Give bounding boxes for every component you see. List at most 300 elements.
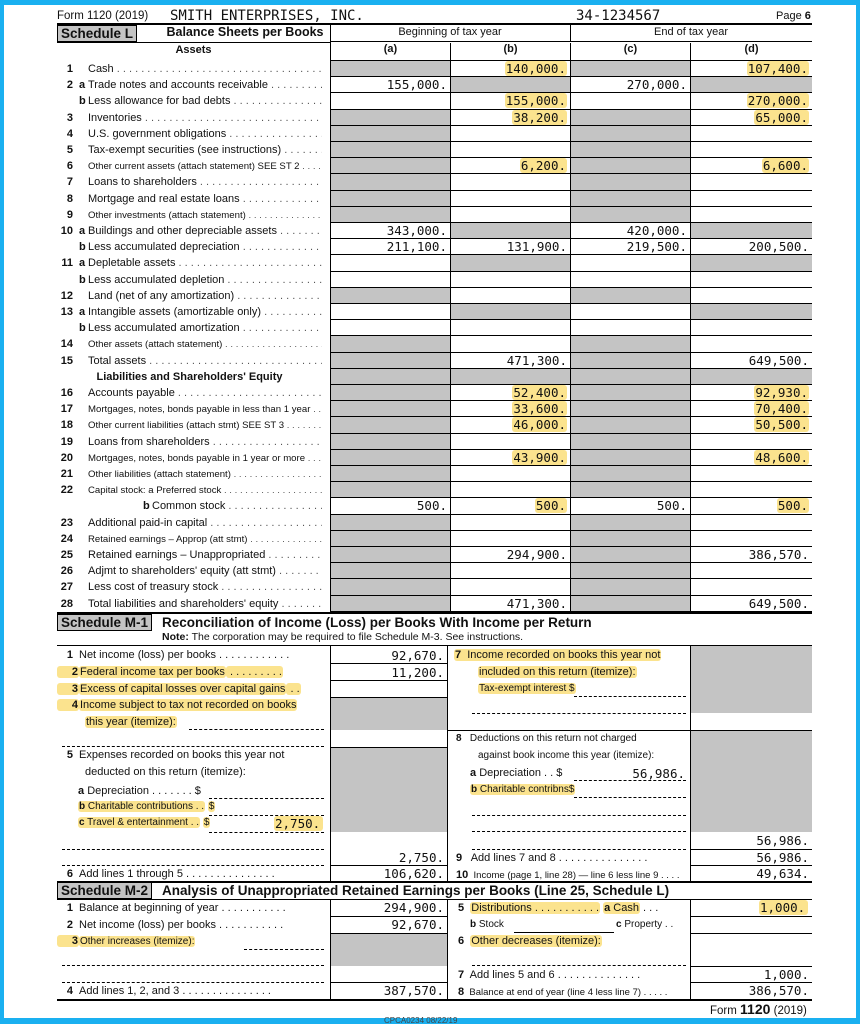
line-text: Less cost of treasury stock . . . — [88, 581, 322, 593]
cell-col-a — [330, 563, 450, 579]
cell-col-c — [570, 531, 690, 547]
label: Net income (loss) per books — [79, 919, 216, 931]
cell-col-c — [570, 320, 690, 336]
m1-note — [162, 631, 523, 643]
cell-col-c — [570, 110, 690, 126]
stock-label: Stock — [478, 919, 504, 930]
cell-col-b — [450, 207, 570, 223]
schedule-l-title: Balance Sheets per Books — [166, 25, 324, 39]
line-number: 22 — [60, 484, 73, 497]
cell-col-c — [570, 223, 690, 239]
amount: 155,000. — [505, 93, 566, 109]
cell-col-b — [450, 417, 570, 433]
cell-col-d — [690, 336, 812, 352]
cell-col-a — [330, 272, 450, 288]
line-letter: b — [79, 273, 86, 286]
cell-col-a — [330, 320, 450, 336]
schedule-l-row-label — [57, 110, 322, 126]
m1-line-4-cont — [85, 716, 177, 728]
amount: 38,200. — [513, 109, 566, 125]
label: Excess of capital losses over capital gains — [80, 683, 286, 695]
page-label: Page — [776, 10, 802, 22]
label: Income recorded on books this year not — [467, 649, 661, 661]
label: Add lines 5 and 6 — [469, 969, 555, 981]
cell-col-b — [450, 482, 570, 498]
schedule-l-row-label — [57, 547, 322, 563]
m1-value-9: 56,986. — [756, 850, 809, 865]
cell-col-d — [690, 304, 812, 320]
schedule-l-row-label — [57, 353, 322, 369]
cell-col-a — [330, 482, 450, 498]
cell-col-c — [570, 336, 690, 352]
schedule-l-row-label — [57, 596, 322, 612]
schedule-l-row-label — [57, 174, 322, 190]
amount: 43,900. — [513, 449, 566, 465]
label: this year (itemize): — [86, 716, 176, 728]
cell-col-c — [570, 515, 690, 531]
cell-col-b — [450, 158, 570, 174]
line-number: 12 — [60, 289, 73, 302]
m2-line-5c: c Property . . — [616, 919, 674, 930]
dollar-sign: $ — [208, 801, 215, 812]
cell-col-d — [690, 531, 812, 547]
line-text: Loans to shareholders . . . — [88, 176, 322, 188]
line-number: 23 — [60, 516, 73, 529]
cell-col-b — [450, 547, 570, 563]
line-text: Accounts payable . . . — [88, 387, 322, 399]
cell-col-d — [690, 255, 812, 271]
cell-col-b — [450, 466, 570, 482]
cash-label: Cash — [613, 902, 639, 914]
amount: 46,000. — [513, 417, 566, 433]
form-id: Form 1120 (2019) — [57, 10, 149, 22]
m1-line-8: 8 Deductions on this return not charged — [456, 733, 637, 744]
amount: 343,000. — [386, 223, 447, 238]
line-letter: a — [79, 306, 86, 318]
amount: 471,300. — [506, 352, 567, 368]
cell-col-c — [570, 142, 690, 158]
cell-col-a — [330, 579, 450, 595]
line-number: 26 — [60, 565, 73, 578]
line-number: 15 — [60, 354, 73, 367]
footer-form — [710, 1001, 807, 1017]
schedule-l-row-label — [57, 401, 322, 417]
cell-col-a — [330, 450, 450, 466]
amount: 386,570. — [748, 547, 809, 562]
cell-col-d — [690, 174, 812, 190]
amount: 33,600. — [513, 401, 566, 417]
cell-col-c — [570, 385, 690, 401]
amount: 649,500. — [748, 595, 809, 611]
line-text: Liabilities and Shareholders' Equity — [96, 370, 283, 383]
form-word: Form — [710, 1005, 737, 1017]
schedule-m1-badge: Schedule M-1 — [57, 614, 152, 631]
m1-value-6: 106,620. — [383, 866, 444, 881]
schedule-l-row-label — [57, 336, 322, 352]
cell-col-c — [570, 304, 690, 320]
cell-col-b — [450, 498, 570, 514]
line-text: Common stock . . . — [152, 500, 322, 512]
m2-line-3: 3 Other increases (itemize): — [57, 935, 195, 947]
label: Add lines 1 through 5 — [79, 868, 183, 880]
cell-col-b — [450, 304, 570, 320]
cell-col-a — [330, 61, 450, 77]
line-number: 16 — [60, 387, 73, 399]
cell-col-b — [450, 385, 570, 401]
amount: 50,500. — [755, 417, 808, 433]
cell-col-c — [570, 401, 690, 417]
cell-col-a — [330, 401, 450, 417]
cell-col-d — [690, 596, 812, 612]
schedule-l-row-label — [57, 126, 322, 142]
cell-col-a — [330, 547, 450, 563]
cell-col-c — [570, 417, 690, 433]
label: Other decreases (itemize): — [471, 935, 601, 947]
assets-heading: Assets — [175, 44, 212, 56]
cell-col-d — [690, 498, 812, 514]
cell-col-c — [570, 272, 690, 288]
cell-col-a — [330, 531, 450, 547]
amount: 6,200. — [520, 158, 566, 174]
line-text: Additional paid-in capital . . . — [88, 517, 322, 529]
m2-value-2: 92,670. — [391, 917, 444, 932]
schedule-l-row-label — [57, 223, 322, 239]
cell-col-d — [690, 401, 812, 417]
cell-col-c — [570, 596, 690, 612]
cell-col-a — [330, 353, 450, 369]
cell-col-d — [690, 547, 812, 563]
cell-col-c — [570, 482, 690, 498]
line-text: Other liabilities (attach statement) . . . — [88, 469, 322, 480]
cell-col-c — [570, 498, 690, 514]
m2-line-4: 4 Add lines 1, 2, and 3 . . . . . . . . . . . . . . . — [66, 985, 271, 997]
cell-col-c — [570, 434, 690, 450]
cell-col-b — [450, 369, 570, 385]
amount: 107,400. — [747, 61, 808, 76]
m2-value-5: 1,000. — [759, 900, 808, 915]
ein: 34-1234567 — [576, 8, 661, 24]
label: Expenses recorded on books this year not — [79, 749, 285, 761]
label: Deductions on this return not charged — [469, 733, 637, 744]
cell-col-c — [570, 579, 690, 595]
m1-line-2: 2 Federal income tax per books . . . . . . . . . — [57, 666, 283, 678]
label: Add lines 1, 2, and 3 — [79, 985, 180, 997]
schedule-l-row-label — [57, 579, 322, 595]
schedule-l-row-label — [57, 515, 322, 531]
line-number: 21 — [60, 468, 73, 480]
line-number: 7 — [66, 176, 73, 189]
line-text: Total liabilities and shareholders' equity . . . — [88, 598, 322, 610]
label: Income subject to tax not recorded on books — [80, 699, 297, 711]
cell-col-a — [330, 498, 450, 514]
cell-col-c — [570, 547, 690, 563]
label: Balance at beginning of year — [79, 902, 219, 914]
cell-col-b — [450, 531, 570, 547]
line-text: Less accumulated depletion . . . — [88, 274, 322, 286]
m1-line-7: 7 Income recorded on books this year not — [455, 649, 661, 661]
cell-col-d — [690, 434, 812, 450]
amount: 52,400. — [513, 385, 566, 400]
cell-col-c — [570, 450, 690, 466]
schedule-l-row-label — [57, 288, 322, 304]
line-number: 19 — [60, 435, 73, 448]
schedule-m2-badge: Schedule M-2 — [57, 882, 152, 899]
line-letter: a — [79, 79, 86, 92]
schedule-l-row-label — [57, 482, 322, 498]
line-number: 25 — [60, 549, 73, 561]
label: Add lines 7 and 8 — [470, 852, 556, 864]
cell-col-b — [450, 401, 570, 417]
amount: 219,500. — [626, 239, 687, 255]
m2-value-7: 1,000. — [763, 967, 809, 982]
line-number: 27 — [60, 581, 73, 594]
cell-col-c — [570, 158, 690, 174]
label: Distributions — [471, 902, 532, 914]
cell-col-b — [450, 563, 570, 579]
cell-col-c — [570, 126, 690, 142]
cell-col-a — [330, 304, 450, 320]
m2-line-2: 2 Net income (loss) per books . . . . . . . . . . . — [66, 919, 284, 931]
m1-line-5-cont: deducted on this return (itemize): — [85, 766, 246, 778]
line-number: 14 — [60, 338, 73, 351]
line-letter: a — [79, 257, 86, 270]
schedule-l-badge: Schedule L — [57, 25, 137, 42]
company-name: SMITH ENTERPRISES, INC. — [170, 8, 364, 24]
m1-line-5c: c Travel & entertainment . . $ — [79, 817, 210, 828]
cell-col-d — [690, 579, 812, 595]
line-text: Total assets . . . — [88, 355, 322, 367]
m1-value-8a: 56,986. — [632, 766, 685, 781]
page-num: 6 — [804, 10, 811, 22]
cell-col-d — [690, 191, 812, 207]
m1-value-5c: 2,750. — [274, 816, 323, 831]
cell-col-d — [690, 142, 812, 158]
cell-col-d — [690, 482, 812, 498]
amount: 200,500. — [748, 239, 809, 255]
line-letter: b — [79, 95, 86, 108]
m2-line-5b: b Stock — [470, 919, 504, 930]
label: Travel & entertainment — [87, 817, 188, 828]
page-number — [776, 10, 811, 22]
cell-col-c — [570, 563, 690, 579]
schedule-l-row-label — [57, 93, 322, 109]
m1-line-7-cont — [478, 666, 637, 678]
cell-col-a — [330, 369, 450, 385]
schedule-l-row-label — [57, 304, 322, 320]
line-text: Land (net of any amortization) . . . — [88, 290, 322, 302]
schedule-l-row-label — [57, 417, 322, 433]
cell-col-b — [450, 255, 570, 271]
line-text: Cash . . . — [88, 63, 322, 75]
schedule-l-row-label — [57, 320, 322, 336]
amount: 471,300. — [506, 595, 567, 611]
dollar-sign: $ — [203, 817, 210, 828]
cell-col-b — [450, 336, 570, 352]
line-number: 4 — [66, 127, 73, 140]
schedule-l-row-label — [57, 563, 322, 579]
line-text: Other assets (attach statement) . . . — [88, 339, 322, 350]
cell-col-d — [690, 320, 812, 336]
cell-col-a — [330, 417, 450, 433]
cell-col-d — [690, 515, 812, 531]
amount: 500. — [535, 498, 566, 514]
cell-col-d — [690, 207, 812, 223]
cell-col-a — [330, 434, 450, 450]
m1-line-8a: a Depreciation . . $ — [470, 767, 563, 779]
cell-col-c — [570, 207, 690, 223]
cell-col-d — [690, 110, 812, 126]
amount: 270,000. — [747, 93, 808, 109]
line-text: Buildings and other depreciable assets . . . — [88, 225, 322, 237]
line-letter: b — [79, 241, 86, 254]
cell-col-d — [690, 239, 812, 255]
amount: 155,000. — [386, 77, 447, 93]
m1-value-1: 92,670. — [391, 648, 444, 663]
m1-line-4: 4 Income subject to tax not recorded on books — [57, 699, 297, 711]
line-number: 6 — [66, 160, 73, 173]
line-text: Less accumulated amortization . . . — [88, 322, 322, 334]
line-number: 13 — [60, 306, 73, 318]
schedule-l-row-label — [57, 61, 322, 77]
cell-col-a — [330, 191, 450, 207]
form-year: (2019) — [773, 1005, 807, 1017]
schedule-l-row-label — [57, 272, 322, 288]
cell-col-c — [570, 61, 690, 77]
cell-col-c — [570, 239, 690, 255]
cell-col-c — [570, 255, 690, 271]
cell-col-d — [690, 158, 812, 174]
line-text: Retained earnings – Approp (att stmt) . . . — [88, 534, 322, 545]
cell-col-a — [330, 126, 450, 142]
line-text: Less allowance for bad debts . . . — [88, 95, 322, 107]
label: Other increases (itemize): — [80, 936, 195, 947]
label: Net income (loss) per books — [79, 649, 216, 661]
note-label: Note: — [162, 631, 189, 643]
cell-col-c — [570, 174, 690, 190]
dollar-sign: $ — [569, 683, 575, 694]
line-text: Retained earnings – Unappropriated . . . — [88, 549, 322, 561]
schedule-l-row-label — [57, 142, 322, 158]
schedule-l-row-label — [57, 158, 322, 174]
line-number: 24 — [60, 532, 73, 545]
cell-col-b — [450, 126, 570, 142]
m2-line-1: 1 Balance at beginning of year . . . . . . . . . . . — [66, 902, 286, 914]
line-number: 10 — [60, 225, 73, 237]
amount: 500. — [656, 498, 687, 514]
cell-col-d — [690, 353, 812, 369]
line-text: Mortgages, notes, bonds payable in less than 1 year . . . — [88, 404, 322, 415]
m1-line-1: 1 Net income (loss) per books . . . . . . . . . . . . — [66, 649, 290, 661]
cell-col-c — [570, 93, 690, 109]
amount: 420,000. — [626, 223, 687, 238]
schedule-l-row-label — [57, 369, 322, 385]
cell-col-d — [690, 93, 812, 109]
line-number: 5 — [66, 144, 73, 156]
line-text: Less accumulated depreciation . . . — [88, 241, 322, 253]
schedule-l-row-label — [57, 498, 322, 514]
m1-line-9: 9 Add lines 7 and 8 . . . . . . . . . . . . . . . — [456, 852, 648, 864]
line-number: 1 — [66, 63, 73, 75]
cell-col-a — [330, 110, 450, 126]
schedule-l-row-label — [57, 255, 322, 271]
cell-col-b — [450, 239, 570, 255]
schedule-l-row-label — [57, 77, 322, 93]
schedule-l-row-label — [57, 466, 322, 482]
m2-line-7: 7 Add lines 5 and 6 . . . . . . . . . . . . . . — [458, 969, 641, 981]
cell-col-b — [450, 320, 570, 336]
cell-col-a — [330, 207, 450, 223]
line-text: Tax-exempt securities (see instructions) . . . — [88, 144, 322, 156]
line-text: Other current assets (attach statement) SEE ST 2 . . . — [88, 161, 322, 172]
cell-col-a — [330, 515, 450, 531]
m1-line-5b: b Charitable contributions . . $ — [79, 801, 215, 812]
cell-col-b — [450, 110, 570, 126]
amount: 211,100. — [386, 239, 447, 255]
cell-col-d — [690, 369, 812, 385]
cell-col-b — [450, 450, 570, 466]
m1-line-5: 5 Expenses recorded on books this year not — [66, 749, 285, 761]
cell-col-a — [330, 288, 450, 304]
amount: 65,000. — [755, 109, 808, 125]
line-text: Inventories . . . — [88, 112, 322, 124]
cell-col-d — [690, 563, 812, 579]
schedule-l-row-label — [57, 531, 322, 547]
line-text: Mortgages, notes, bonds payable in 1 year or more . . . — [88, 453, 322, 464]
m2-value-8: 386,570. — [748, 983, 809, 998]
cell-col-b — [450, 272, 570, 288]
cell-col-b — [450, 93, 570, 109]
line-number: 9 — [66, 208, 73, 221]
m2-line-5: 5 Distributions . . . . . . . . . . . a Cash . . . — [458, 902, 659, 914]
m1-line-6: 6 Add lines 1 through 5 . . . . . . . . . . . . . . . — [66, 868, 275, 880]
label: Tax-exempt interest — [479, 683, 567, 694]
cell-col-b — [450, 579, 570, 595]
cell-col-d — [690, 272, 812, 288]
cell-col-d — [690, 385, 812, 401]
line-text: Trade notes and accounts receivable . . . — [88, 79, 322, 91]
line-text: Capital stock: a Preferred stock . . . — [88, 485, 322, 496]
amount: 70,400. — [755, 401, 808, 417]
cell-col-a — [330, 223, 450, 239]
cell-col-c — [570, 369, 690, 385]
m2-line-6: 6 Other decreases (itemize): — [458, 935, 601, 947]
m2-value-1: 294,900. — [383, 900, 444, 915]
cell-col-a — [330, 385, 450, 401]
cell-col-b — [450, 434, 570, 450]
label: Charitable contribns — [479, 784, 569, 795]
cell-col-a — [330, 336, 450, 352]
cell-col-a — [330, 174, 450, 190]
label: Depreciation — [87, 785, 149, 797]
cell-col-d — [690, 417, 812, 433]
m1-value-10: 49,634. — [756, 866, 809, 881]
line-text: Loans from shareholders . . . — [88, 436, 322, 448]
dollar-sign: $ — [194, 785, 201, 797]
line-number: 11 — [61, 257, 73, 270]
column-header-d: (d) — [690, 43, 812, 61]
amount: 140,000. — [505, 61, 566, 76]
schedule-l-row-label — [57, 450, 322, 466]
cell-col-a — [330, 239, 450, 255]
m2-line-8: 8 Balance at end of year (line 4 less line 7) . . . . . — [458, 986, 668, 998]
m1-value-5: 2,750. — [398, 850, 444, 865]
cell-col-b — [450, 353, 570, 369]
label: included on this return (itemize): — [479, 666, 636, 678]
amount: 48,600. — [755, 449, 808, 465]
line-letter: b — [79, 322, 86, 335]
line-letter: b — [143, 500, 150, 513]
line-text: U.S. government obligations . . . — [88, 128, 322, 140]
